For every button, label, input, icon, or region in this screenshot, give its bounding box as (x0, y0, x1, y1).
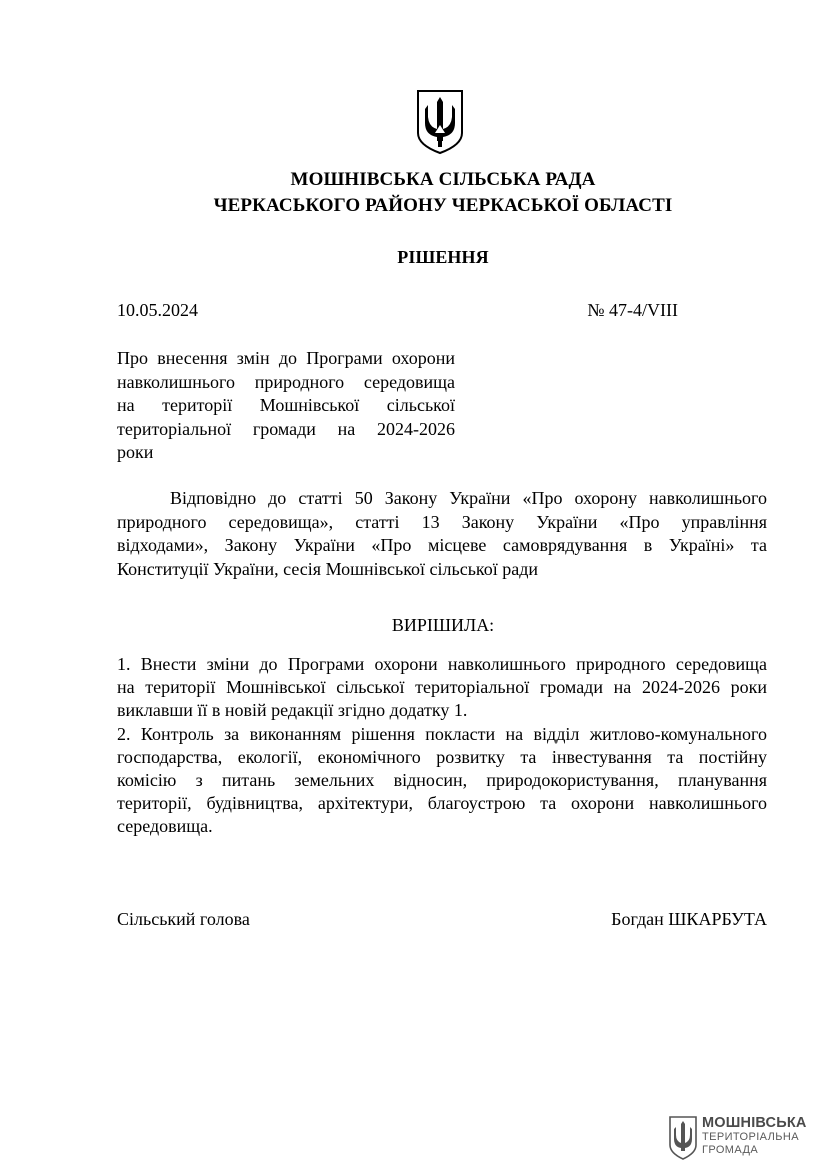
decision-items (117, 653, 767, 839)
trident-coat-of-arms-icon (415, 89, 465, 155)
preamble-line: Конституції України, сесія Мошнівської сільської ради (117, 558, 539, 579)
item-line: середовища. (117, 816, 213, 837)
council-name-heading: МОШНІВСЬКА СІЛЬСЬКА РАДА (290, 169, 596, 190)
document-number: № 47-4/VIII (587, 300, 678, 320)
item-line: 2. Контроль за виконанням рішення покласти на відділ житлово-комунального (117, 723, 767, 744)
item-line: на території Мошнівської сільської територіальної громади на 2024-2026 роки (117, 677, 767, 698)
document-type-heading: РІШЕННЯ (397, 247, 489, 267)
preamble-line: відходами», Закону України «Про місцеве самоврядування в Україні» та (117, 535, 767, 555)
watermark-subtitle: ГРОМАДА (702, 1144, 759, 1156)
item-line: господарства, екології, економічного розвитку та інвестування та постійну (117, 746, 767, 767)
decision-subject (117, 347, 455, 465)
subject-line: на території Мошнівської сільської (117, 395, 455, 415)
signer-name: Богдан ШКАРБУТА (611, 909, 767, 929)
subject-line: територіальної громади на 2024-2026 (117, 418, 455, 439)
item-line: 1. Внести зміни до Програми охорони навколишнього природного середовища (117, 654, 767, 674)
community-watermark-logo (668, 1114, 808, 1162)
preamble-line: природного середовища», статті 13 Закону України «Про управління (117, 511, 767, 532)
district-heading: ЧЕРКАСЬКОГО РАЙОНУ ЧЕРКАСЬКОЇ ОБЛАСТІ (213, 195, 673, 216)
watermark-subtitle: ТЕРИТОРІАЛЬНА (702, 1131, 799, 1143)
subject-line: роки (117, 442, 154, 462)
signer-role: Сільський голова (117, 909, 250, 929)
resolved-heading: ВИРІШИЛА: (391, 615, 495, 635)
watermark-text (702, 1116, 807, 1157)
subject-line: Про внесення змін до Програми охорони (117, 348, 455, 368)
document-date: 10.05.2024 (117, 300, 198, 320)
subject-line: навколишнього природного середовища (117, 371, 455, 392)
watermark-name: МОШНІВСЬКА (702, 1115, 807, 1131)
preamble-line: Відповідно до статті 50 Закону України «Про охорону навколишнього (170, 488, 767, 508)
item-line: території, будівництва, архітектури, благоустрою та охорони навколишнього (117, 793, 767, 814)
item-line: виклавши її в новій редакції згідно додатку 1. (117, 700, 468, 721)
preamble-paragraph (117, 487, 767, 581)
trident-coat-of-arms-icon (668, 1116, 698, 1160)
item-line: комісію з питань земельних відносин, природокористування, планування (117, 770, 767, 791)
